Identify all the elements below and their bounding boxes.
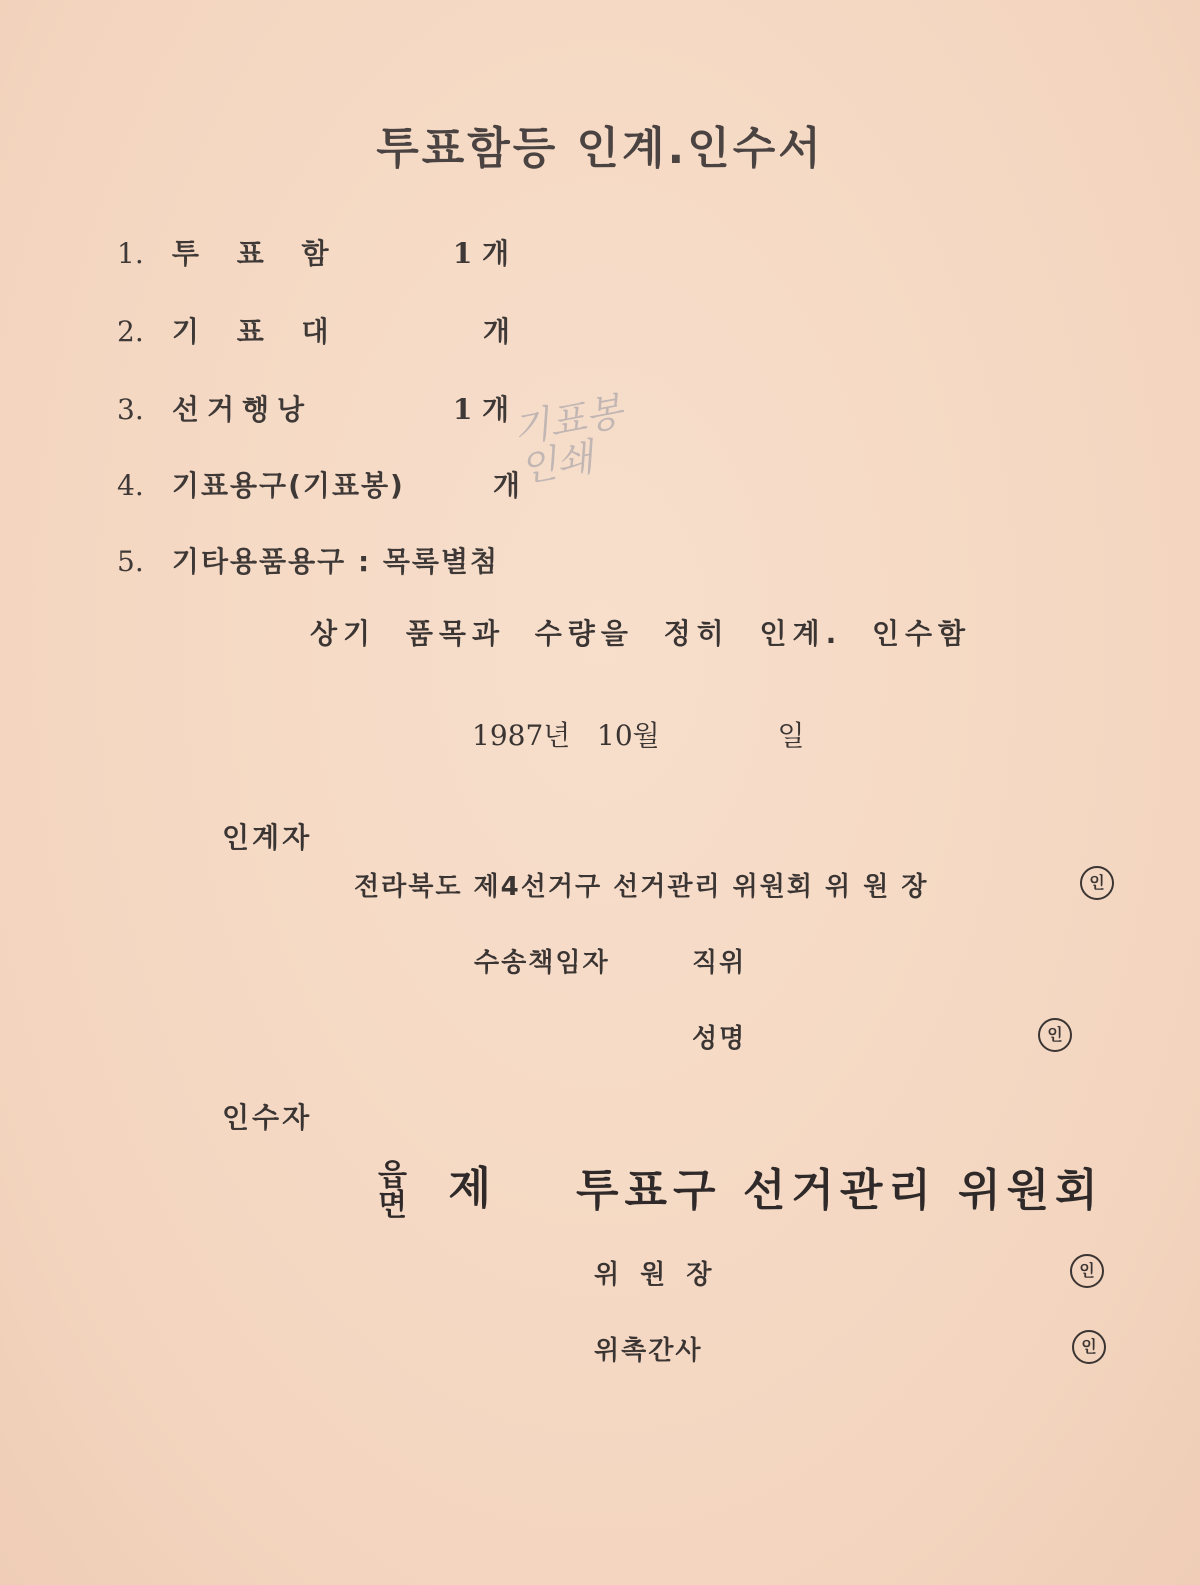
item-number: 2. — [117, 315, 144, 348]
je-label: 제 — [448, 1163, 497, 1214]
list-item — [117, 232, 509, 272]
date-year: 1987년 — [472, 719, 571, 752]
list-item — [117, 388, 509, 428]
handwritten-note: 기표봉 인쇄 — [509, 389, 626, 491]
document-title: 투표함등 인계.인수서 — [376, 123, 824, 174]
item-label: 선거행낭 — [171, 393, 313, 426]
handover-heading: 인계자 — [222, 821, 313, 854]
receiver-org: 투표구 선거관리 위원회 — [576, 1165, 1104, 1216]
date-month: 10월 — [597, 719, 660, 752]
list-item — [117, 540, 499, 580]
item-quantity: 1 개 — [452, 393, 510, 426]
item-number: 3. — [117, 393, 144, 426]
seal-icon: 인 — [1038, 1018, 1072, 1052]
seal-icon: 인 — [1072, 1330, 1106, 1364]
item-quantity: 개 — [482, 315, 510, 348]
courier-label: 수송책임자 — [474, 948, 610, 978]
position-label: 직위 — [692, 948, 747, 978]
eup-myeon-stack — [378, 1158, 413, 1223]
myeon-label: 면 — [378, 1188, 413, 1223]
item-number: 5. — [117, 545, 144, 578]
item-quantity: 개 — [492, 469, 520, 502]
item-label: 기표용구(기표봉) — [171, 469, 405, 502]
date-day: 일 — [777, 719, 805, 752]
seal-icon: 인 — [1070, 1254, 1104, 1288]
document-date — [472, 714, 805, 754]
receiver-heading: 인수자 — [222, 1101, 313, 1134]
eup-label: 읍 — [378, 1158, 413, 1193]
item-label: 투 표 함 — [171, 237, 343, 270]
seal-icon: 인 — [1080, 866, 1114, 900]
item-number: 4. — [117, 469, 144, 502]
list-item — [117, 310, 510, 350]
item-label: 기타용품용구 : 목록별첨 — [171, 545, 500, 578]
item-number: 1. — [117, 237, 144, 270]
secretary-label: 위촉간사 — [594, 1336, 703, 1366]
handover-org: 전라북도 제4선거구 선거관리 위원회 위 원 장 — [354, 872, 929, 902]
name-label: 성명 — [692, 1024, 747, 1054]
chair-label: 위 원 장 — [594, 1260, 718, 1290]
item-quantity: 1 개 — [452, 237, 510, 270]
statement-text: 상기 품목과 수량을 정히 인계. 인수함 — [310, 617, 972, 650]
list-item — [117, 464, 520, 504]
receiver-org-line — [378, 1152, 497, 1221]
item-label: 기 표 대 — [171, 315, 343, 348]
